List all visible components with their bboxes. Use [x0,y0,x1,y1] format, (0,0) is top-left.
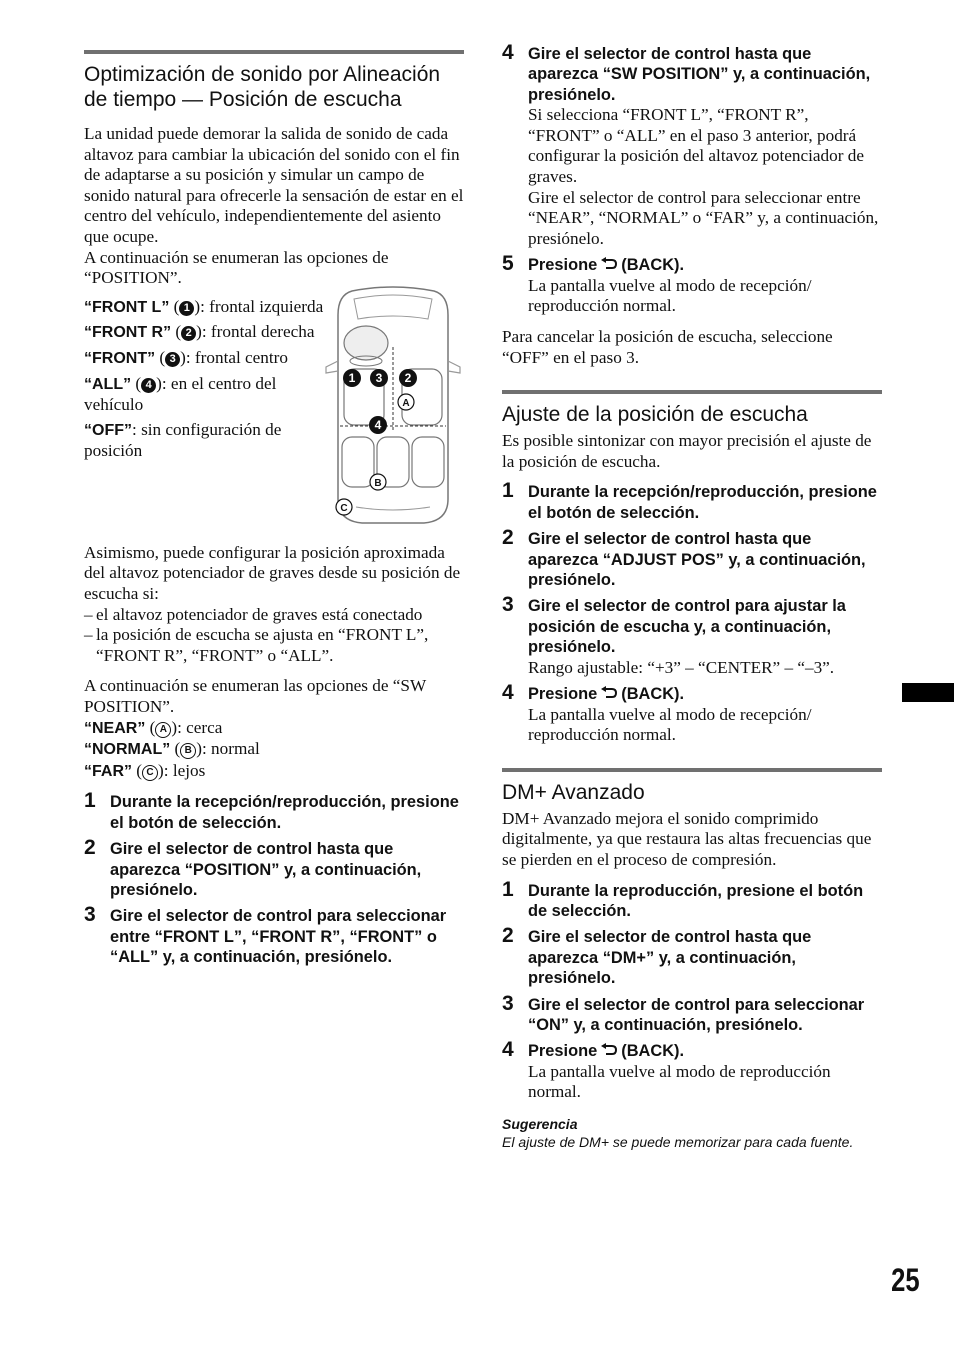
step-number: 3 [502,991,514,1015]
adjust-step-1 [502,479,882,523]
option-desc: ): normal [196,739,260,759]
sw-option-far: “FAR” ( C ): lejos [84,760,206,780]
marker-b: B [180,743,196,759]
option-desc: ): frontal derecha [196,322,315,342]
step-title: Durante la reproducción, presione el botón de selección. [528,881,864,920]
page-number: 25 [891,1262,920,1298]
back-icon [600,686,618,700]
step-number: 1 [84,789,96,813]
sw-condition: – la posición de escucha se ajusta en “FRONT L”, “FRONT R”, “FRONT” o “ALL”. [84,625,464,666]
option-front: “FRONT” ( 3 ): frontal centro [84,347,288,367]
section-heading-dm: DM+ Avanzado [502,780,645,804]
marker-1: 1 [179,301,194,316]
step-title [528,255,882,275]
diagram-marker-2: 2 [404,370,412,385]
step-title: Gire el selector de control para seleccionar entre “FRONT L”, “FRONT R”, “FRONT” o “ALL” y, a continuación, presiónelo. [110,907,447,967]
step-title: Durante la recepción/reproducción, presione el botón de selección. [110,793,459,832]
step-title: Gire el selector de control para ajustar la posición de escucha y, a continuación, presiónelo. [528,597,846,657]
step-title-pre: Presione [528,1042,598,1061]
position-step-2 [84,836,464,900]
diagram-marker-b: B [374,477,382,489]
option-all: “ALL” ( 4 ): en el centro del vehículo [84,373,277,415]
option-desc: ): en el centro del vehículo [84,373,277,415]
tip-heading: Sugerencia [502,1116,578,1132]
sw-options-intro: A continuación se enumeran las opciones de “SW POSITION”. [84,676,426,716]
step-title-pre: Presione [528,685,598,704]
step-body: La pantalla vuelve al modo de reproducción normal. [528,1061,831,1102]
step-title: Gire el selector de control hasta que aparezca “SW POSITION” y, a continuación, presiónelo. [528,45,871,104]
step-title [528,1041,882,1061]
step-title: Gire el selector de control hasta que aparezca “DM+” y, a continuación, presiónelo. [528,928,812,988]
option-key: “NEAR” [84,719,146,737]
cancel-note: Para cancelar la posición de escucha, seleccione “OFF” en el paso 3. [502,326,833,367]
sw-condition: – el altavoz potenciador de graves está conectado [84,605,464,626]
marker-4: 4 [141,378,156,393]
tip-body: El ajuste de DM+ se puede memorizar para cada fuente. [502,1134,854,1150]
left-column [84,50,464,968]
adjust-intro: Es posible sintonizar con mayor precisión el ajuste de la posición de escucha. [502,431,872,471]
option-key: “FRONT L” [84,298,170,316]
diagram-marker-4: 4 [374,417,382,432]
step-number: 4 [502,41,514,64]
step-title-post: (BACK). [621,1042,685,1061]
diagram-marker-1: 1 [348,370,356,385]
diagram-marker-c: C [340,502,348,514]
option-key: “FRONT” [84,349,156,367]
position-step-1 [84,789,464,833]
marker-2: 2 [181,326,196,341]
dm-intro: DM+ Avanzado mejora el sonido comprimido digitalmente, ya que restaura las altas frecuencias que se pierden en el proceso de compresión. [502,808,872,869]
step-title: Gire el selector de control hasta que aparezca “POSITION” y, a continuación, presiónelo. [110,840,422,899]
position-options-list [84,297,324,466]
sw-option-near: “NEAR” ( A ): cerca [84,717,223,737]
option-key: “FRONT R” [84,324,172,342]
step-title: Gire el selector de control para seleccionar “ON” y, a continuación, presiónelo. [528,995,865,1034]
position-step-5 [502,252,882,317]
step-number: 4 [502,681,514,705]
intro-position-options: A continuación se enumeran las opciones de “POSITION”. [84,247,389,288]
section-heading-time-alignment: Optimización de sonido por Alineación de tiempo — Posición de escucha [84,63,441,111]
dm-step-4 [502,1038,882,1103]
diagram-marker-a: A [402,397,410,409]
sw-option-normal: “NORMAL” ( B ): normal [84,739,260,759]
step-number: 4 [502,1038,514,1062]
step-title-pre: Presione [528,256,598,275]
option-front-r: “FRONT R” ( 2 ): frontal derecha [84,322,315,342]
step-body: La pantalla vuelve al modo de recepción/ reproducción normal. [528,275,812,316]
step-number: 1 [502,479,514,503]
option-desc: ): frontal centro [180,347,288,367]
option-off [84,420,324,462]
adjust-step-4 [502,681,882,746]
back-icon [600,1043,618,1057]
marker-3: 3 [165,352,180,367]
step-number: 2 [502,526,514,550]
step-title [528,684,882,704]
adjust-step-3 [502,593,882,678]
intro-paragraph: La unidad puede demorar la salida de sonido de cada altavoz para cambiar la ubicación del sonido con el fin de adaptarse a su posición y simular un campo de sonido natural para ofrecerle la sensación de estar en el centro del vehículo, independientemente del asiento que ocupe. [84,124,464,246]
section-rule [84,50,464,54]
step-title: Durante la recepción/reproducción, presione el botón de selección. [528,483,877,522]
option-desc: ): cerca [171,717,223,737]
dm-step-1 [502,877,882,922]
option-key: “OFF” [84,421,132,439]
option-key: “ALL” [84,375,132,393]
section-rule [502,768,882,772]
step-body: Gire el selector de control para seleccionar entre “NEAR”, “NORMAL” o “FAR” y, a continuación, presiónelo. [528,187,879,248]
option-desc: ): lejos [158,760,206,780]
sw-intro-paragraph: Asimismo, puede configurar la posición aproximada del altavoz potenciador de graves desde su posición de escucha si: [84,542,461,603]
right-column [502,41,882,1151]
dm-step-2 [502,924,882,988]
option-desc: : sin configuración de posición [84,419,282,461]
section-tab-marker [902,683,954,702]
step-title: Gire el selector de control hasta que aparezca “ADJUST POS” y, a continuación, presiónelo. [528,530,866,589]
step-number: 2 [502,924,514,948]
step-title-post: (BACK). [621,685,685,704]
step-number: 2 [84,836,96,860]
step-title-post: (BACK). [621,256,685,275]
step-number: 1 [502,877,514,901]
adjust-step-2 [502,526,882,590]
step-body: La pantalla vuelve al modo de recepción/ reproducción normal. [528,704,812,745]
option-key: “NORMAL” [84,741,171,759]
marker-c: C [142,765,158,781]
position-options-block [84,297,464,533]
option-key: “FAR” [84,762,132,780]
car-seating-diagram [322,285,464,527]
back-icon [600,257,618,271]
position-step-4 [502,41,882,249]
dm-step-3 [502,991,882,1036]
step-number: 3 [502,593,514,617]
section-heading-adjust: Ajuste de la posición de escucha [502,403,808,427]
diagram-marker-3: 3 [375,370,383,385]
marker-a: A [155,722,171,738]
step-body: Si selecciona “FRONT L”, “FRONT R”, “FRONT” o “ALL” en el paso 3 anterior, podrá configurar la posición del altavoz potenciador de graves. [528,105,864,186]
option-front-l: “FRONT L” ( 1 ): frontal izquierda [84,296,324,316]
step-body: Rango ajustable: “+3” – “CENTER” – “–3”. [528,657,835,677]
section-rule [502,390,882,394]
step-number: 5 [502,252,514,276]
position-step-3 [84,903,464,967]
step-number: 3 [84,903,96,927]
option-desc: ): frontal izquierda [194,296,324,316]
